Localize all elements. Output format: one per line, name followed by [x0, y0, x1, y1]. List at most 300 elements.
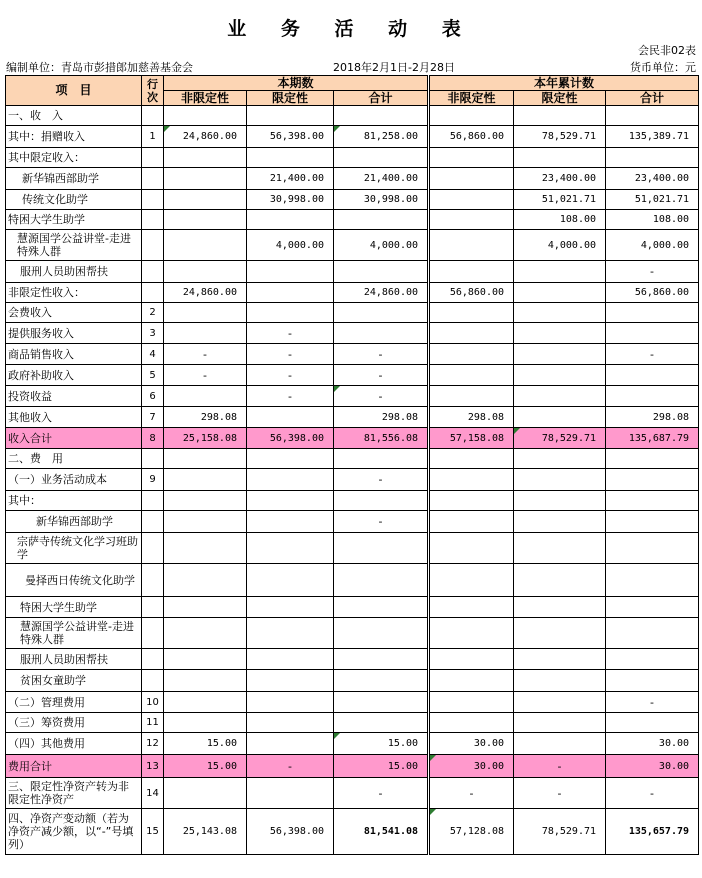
row-label: 费用合计	[6, 755, 142, 778]
value-cell	[514, 692, 606, 713]
value-cell	[606, 649, 699, 670]
value-cell	[606, 491, 699, 511]
value-cell: -	[164, 365, 247, 386]
value-cell	[164, 386, 247, 407]
header-item: 项 目	[6, 76, 142, 106]
row-seq: 3	[142, 323, 164, 344]
value-cell	[334, 106, 429, 126]
row-label: 慧源国学公益讲堂-走进特殊人群	[6, 618, 142, 649]
value-cell	[606, 365, 699, 386]
value-cell: -	[606, 261, 699, 283]
table-row	[6, 713, 699, 733]
value-cell	[606, 148, 699, 168]
value-cell: -	[514, 778, 606, 809]
value-cell: -	[334, 365, 429, 386]
value-cell	[164, 230, 247, 261]
row-seq	[142, 597, 164, 618]
table-row	[6, 733, 699, 755]
value-cell	[247, 491, 334, 511]
table-row	[6, 491, 699, 511]
value-cell	[514, 386, 606, 407]
row-seq: 14	[142, 778, 164, 809]
value-cell: 15.00	[164, 733, 247, 755]
value-cell	[334, 533, 429, 564]
row-seq: 4	[142, 344, 164, 365]
value-cell	[514, 511, 606, 533]
row-label: 三、限定性净资产转为非限定性净资产	[6, 778, 142, 809]
row-seq	[142, 670, 164, 692]
value-cell: 30.00	[606, 755, 699, 778]
value-cell	[164, 303, 247, 323]
value-cell: 21,400.00	[247, 168, 334, 190]
value-cell	[514, 618, 606, 649]
value-cell	[606, 564, 699, 597]
value-cell	[514, 713, 606, 733]
row-seq	[142, 533, 164, 564]
value-cell	[429, 713, 514, 733]
row-seq	[142, 564, 164, 597]
value-cell	[514, 597, 606, 618]
table-row	[6, 344, 699, 365]
value-cell: 4,000.00	[606, 230, 699, 261]
table-row	[6, 649, 699, 670]
value-cell: 78,529.71	[514, 809, 606, 855]
value-cell	[429, 365, 514, 386]
value-cell	[514, 261, 606, 283]
value-cell	[606, 449, 699, 469]
value-cell	[247, 449, 334, 469]
value-cell: 81,258.00	[334, 126, 429, 148]
table-row	[6, 533, 699, 564]
value-cell	[247, 106, 334, 126]
value-cell	[164, 491, 247, 511]
value-cell	[164, 469, 247, 491]
value-cell: 56,398.00	[247, 428, 334, 449]
row-label: 慧源国学公益讲堂-走进特殊人群	[6, 230, 142, 261]
value-cell	[247, 713, 334, 733]
value-cell	[247, 407, 334, 428]
table-row	[6, 230, 699, 261]
row-seq	[142, 210, 164, 230]
value-cell	[247, 778, 334, 809]
value-cell	[334, 210, 429, 230]
row-label: 其中：	[6, 491, 142, 511]
value-cell	[429, 168, 514, 190]
value-cell	[606, 713, 699, 733]
table-row	[6, 564, 699, 597]
value-cell	[606, 303, 699, 323]
value-cell	[247, 649, 334, 670]
value-cell	[606, 618, 699, 649]
value-cell	[247, 533, 334, 564]
row-label: （三）筹资费用	[6, 713, 142, 733]
row-label: 四、净资产变动额（若为净资产减少额，以“-”号填列）	[6, 809, 142, 855]
currency-unit: 货币单位：元	[630, 61, 696, 74]
value-cell: 298.08	[606, 407, 699, 428]
row-seq: 9	[142, 469, 164, 491]
value-cell: 24,860.00	[164, 283, 247, 303]
header-current: 本期数	[164, 76, 429, 91]
value-cell	[334, 597, 429, 618]
value-cell: 4,000.00	[334, 230, 429, 261]
row-label: （一）业务活动成本	[6, 469, 142, 491]
value-cell	[247, 597, 334, 618]
value-cell	[164, 106, 247, 126]
value-cell	[514, 564, 606, 597]
value-cell	[247, 283, 334, 303]
row-label: 曼择西日传统文化助学	[6, 564, 142, 597]
value-cell	[334, 713, 429, 733]
activity-table	[5, 75, 699, 855]
value-cell	[164, 670, 247, 692]
value-cell: 30,998.00	[334, 190, 429, 210]
value-cell	[164, 148, 247, 168]
value-cell	[606, 670, 699, 692]
value-cell	[429, 618, 514, 649]
value-cell	[334, 649, 429, 670]
value-cell: -	[164, 344, 247, 365]
row-seq	[142, 230, 164, 261]
value-cell	[429, 692, 514, 713]
value-cell: 15.00	[164, 755, 247, 778]
value-cell	[514, 649, 606, 670]
value-cell	[164, 564, 247, 597]
value-cell: 30.00	[429, 733, 514, 755]
row-seq	[142, 168, 164, 190]
row-seq: 12	[142, 733, 164, 755]
table-row	[6, 323, 699, 344]
value-cell	[247, 148, 334, 168]
value-cell: -	[334, 469, 429, 491]
table-row	[6, 597, 699, 618]
row-seq	[142, 449, 164, 469]
value-cell: 56,860.00	[606, 283, 699, 303]
value-cell	[247, 618, 334, 649]
value-cell: -	[247, 386, 334, 407]
value-cell: -	[429, 778, 514, 809]
row-seq: 1	[142, 126, 164, 148]
value-cell: 135,687.79	[606, 428, 699, 449]
value-cell: -	[606, 778, 699, 809]
value-cell	[164, 533, 247, 564]
value-cell	[429, 533, 514, 564]
value-cell	[334, 618, 429, 649]
value-cell: 24,860.00	[164, 126, 247, 148]
row-label: 其中限定收入：	[6, 148, 142, 168]
table-row	[6, 148, 699, 168]
value-cell: 81,541.08	[334, 809, 429, 855]
value-cell	[164, 449, 247, 469]
value-cell	[429, 344, 514, 365]
value-cell: 298.08	[164, 407, 247, 428]
table-row	[6, 303, 699, 323]
value-cell	[606, 106, 699, 126]
value-cell	[429, 210, 514, 230]
value-cell	[429, 564, 514, 597]
value-cell: -	[247, 344, 334, 365]
table-row	[6, 386, 699, 407]
value-cell	[429, 230, 514, 261]
value-cell	[429, 261, 514, 283]
value-cell: 298.08	[334, 407, 429, 428]
value-cell	[429, 649, 514, 670]
value-cell: 21,400.00	[334, 168, 429, 190]
row-seq: 15	[142, 809, 164, 855]
table-row	[6, 168, 699, 190]
value-cell	[429, 469, 514, 491]
value-cell: 30,998.00	[247, 190, 334, 210]
table-row	[6, 618, 699, 649]
table-row	[6, 755, 699, 778]
row-seq: 8	[142, 428, 164, 449]
report-title: 业 务 活 动 表	[227, 18, 475, 40]
header-current-unrestricted: 非限定性	[164, 91, 247, 106]
table-row	[6, 190, 699, 210]
value-cell: -	[247, 323, 334, 344]
row-label: （二）管理费用	[6, 692, 142, 713]
table-row	[6, 365, 699, 386]
value-cell: 56,398.00	[247, 126, 334, 148]
row-label: 特困大学生助学	[6, 210, 142, 230]
value-cell	[164, 649, 247, 670]
table-row	[6, 210, 699, 230]
row-label: 服刑人员助困帮扶	[6, 261, 142, 283]
value-cell: -	[334, 778, 429, 809]
row-seq: 6	[142, 386, 164, 407]
row-label: 一、收 入	[6, 106, 142, 126]
value-cell	[164, 210, 247, 230]
row-label: 二、费 用	[6, 449, 142, 469]
row-label: 特困大学生助学	[6, 597, 142, 618]
value-cell: 108.00	[514, 210, 606, 230]
row-label: 贫困女童助学	[6, 670, 142, 692]
value-cell	[247, 511, 334, 533]
value-cell	[606, 597, 699, 618]
value-cell	[514, 365, 606, 386]
table-row	[6, 511, 699, 533]
value-cell	[429, 511, 514, 533]
value-cell: 4,000.00	[247, 230, 334, 261]
value-cell	[334, 323, 429, 344]
table-row	[6, 692, 699, 713]
value-cell	[606, 511, 699, 533]
table-row	[6, 126, 699, 148]
value-cell	[606, 469, 699, 491]
row-seq	[142, 148, 164, 168]
value-cell	[429, 323, 514, 344]
value-cell	[514, 733, 606, 755]
value-cell	[514, 407, 606, 428]
value-cell: 56,860.00	[429, 126, 514, 148]
value-cell	[334, 564, 429, 597]
value-cell	[247, 261, 334, 283]
value-cell: -	[247, 365, 334, 386]
row-label: 投资收益	[6, 386, 142, 407]
value-cell	[429, 303, 514, 323]
row-seq: 13	[142, 755, 164, 778]
value-cell	[514, 344, 606, 365]
value-cell	[334, 148, 429, 168]
value-cell	[514, 106, 606, 126]
value-cell: -	[247, 755, 334, 778]
value-cell	[164, 323, 247, 344]
table-row	[6, 670, 699, 692]
value-cell: 135,389.71	[606, 126, 699, 148]
row-seq	[142, 491, 164, 511]
row-label: 服刑人员助困帮扶	[6, 649, 142, 670]
value-cell: 51,021.71	[514, 190, 606, 210]
value-cell: 298.08	[429, 407, 514, 428]
table-row	[6, 106, 699, 126]
value-cell: -	[606, 692, 699, 713]
value-cell	[514, 449, 606, 469]
value-cell	[164, 713, 247, 733]
value-cell: 4,000.00	[514, 230, 606, 261]
value-cell: 23,400.00	[514, 168, 606, 190]
value-cell	[429, 449, 514, 469]
header-ytd: 本年累计数	[429, 76, 699, 91]
value-cell	[247, 670, 334, 692]
value-cell: 78,529.71	[514, 428, 606, 449]
value-cell: 56,860.00	[429, 283, 514, 303]
table-row	[6, 428, 699, 449]
table-row	[6, 469, 699, 491]
header-ytd-unrestricted: 非限定性	[429, 91, 514, 106]
value-cell	[247, 469, 334, 491]
value-cell	[164, 261, 247, 283]
value-cell	[429, 670, 514, 692]
value-cell	[334, 449, 429, 469]
value-cell: 57,158.08	[429, 428, 514, 449]
value-cell: 51,021.71	[606, 190, 699, 210]
value-cell	[164, 597, 247, 618]
report-period: 2018年2月1日-2月28日	[333, 61, 455, 74]
value-cell	[247, 692, 334, 713]
value-cell	[334, 261, 429, 283]
value-cell	[334, 670, 429, 692]
value-cell	[429, 386, 514, 407]
value-cell	[514, 491, 606, 511]
row-label: 新华锦西部助学	[6, 511, 142, 533]
value-cell	[334, 692, 429, 713]
value-cell: 25,158.08	[164, 428, 247, 449]
value-cell	[606, 386, 699, 407]
header-current-total: 合计	[334, 91, 429, 106]
value-cell	[247, 733, 334, 755]
row-seq	[142, 511, 164, 533]
row-label: 会费收入	[6, 303, 142, 323]
row-label: 提供服务收入	[6, 323, 142, 344]
value-cell	[514, 283, 606, 303]
value-cell	[606, 533, 699, 564]
form-number: 会民非02表	[638, 44, 696, 57]
value-cell	[164, 190, 247, 210]
table-row	[6, 407, 699, 428]
value-cell: 108.00	[606, 210, 699, 230]
value-cell	[429, 148, 514, 168]
row-seq: 11	[142, 713, 164, 733]
value-cell: 30.00	[606, 733, 699, 755]
row-seq	[142, 106, 164, 126]
value-cell	[164, 168, 247, 190]
row-label: 其他收入	[6, 407, 142, 428]
value-cell	[247, 564, 334, 597]
header-seq: 行次	[142, 76, 164, 106]
value-cell	[247, 303, 334, 323]
value-cell: 57,128.08	[429, 809, 514, 855]
value-cell	[514, 303, 606, 323]
row-label: 政府补助收入	[6, 365, 142, 386]
value-cell	[334, 303, 429, 323]
value-cell	[429, 190, 514, 210]
row-seq	[142, 618, 164, 649]
table-row	[6, 283, 699, 303]
value-cell	[164, 618, 247, 649]
table-row	[6, 261, 699, 283]
value-cell: -	[334, 344, 429, 365]
row-seq: 7	[142, 407, 164, 428]
value-cell: -	[606, 344, 699, 365]
value-cell	[514, 148, 606, 168]
value-cell	[514, 533, 606, 564]
value-cell	[514, 323, 606, 344]
value-cell: -	[514, 755, 606, 778]
table-row	[6, 449, 699, 469]
preparing-unit: 编制单位：青岛市彭措郎加慈善基金会	[6, 61, 193, 74]
row-label: 收入合计	[6, 428, 142, 449]
row-label: 其中：捐赠收入	[6, 126, 142, 148]
value-cell: 135,657.79	[606, 809, 699, 855]
row-label: 非限定性收入：	[6, 283, 142, 303]
value-cell	[164, 511, 247, 533]
table-row	[6, 809, 699, 855]
value-cell: 15.00	[334, 733, 429, 755]
value-cell	[514, 670, 606, 692]
value-cell	[247, 210, 334, 230]
row-seq	[142, 649, 164, 670]
value-cell: -	[334, 386, 429, 407]
value-cell	[606, 323, 699, 344]
value-cell: 81,556.08	[334, 428, 429, 449]
value-cell	[429, 491, 514, 511]
value-cell	[334, 491, 429, 511]
row-label: 宗萨寺传统文化学习班助学	[6, 533, 142, 564]
value-cell: 78,529.71	[514, 126, 606, 148]
table-row	[6, 778, 699, 809]
header-ytd-total: 合计	[606, 91, 699, 106]
value-cell	[429, 597, 514, 618]
row-seq: 5	[142, 365, 164, 386]
row-seq: 2	[142, 303, 164, 323]
header-current-restricted: 限定性	[247, 91, 334, 106]
row-label: 新华锦西部助学	[6, 168, 142, 190]
value-cell	[429, 106, 514, 126]
value-cell	[164, 778, 247, 809]
value-cell: 15.00	[334, 755, 429, 778]
row-label: （四）其他费用	[6, 733, 142, 755]
value-cell: 23,400.00	[606, 168, 699, 190]
row-seq	[142, 190, 164, 210]
row-seq: 10	[142, 692, 164, 713]
row-label: 传统文化助学	[6, 190, 142, 210]
value-cell: 30.00	[429, 755, 514, 778]
value-cell: 24,860.00	[334, 283, 429, 303]
value-cell: 56,398.00	[247, 809, 334, 855]
value-cell: -	[334, 511, 429, 533]
row-seq	[142, 283, 164, 303]
value-cell: 25,143.08	[164, 809, 247, 855]
value-cell	[164, 692, 247, 713]
